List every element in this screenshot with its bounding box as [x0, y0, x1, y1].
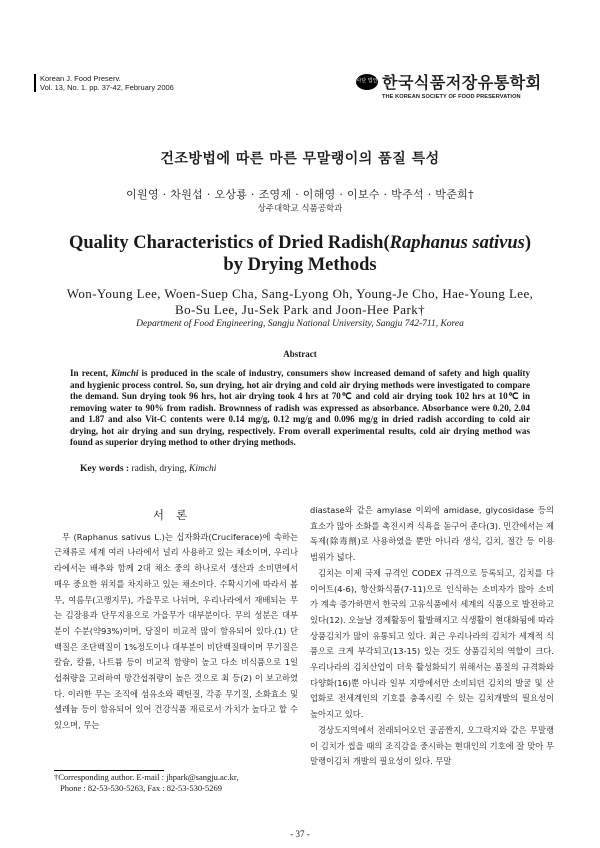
page-number: - 37 -: [290, 829, 310, 839]
society-emblem-icon: 사단 법인: [356, 74, 378, 90]
society-name-korean: 한국식품저장유통학회: [382, 73, 542, 92]
scientific-name: Raphanus sativus: [389, 233, 525, 253]
footnote-divider: [54, 770, 164, 771]
society-logo-block: [356, 70, 566, 100]
journal-volume: Vol. 13, No. 1. pp. 37-42, February 2006: [40, 83, 174, 92]
body-paragraph: 김치는 이제 국제 규격인 CODEX 규격으로 등록되고, 김치를 다이어트(4-6), 항산화식품(7-11)으로 인식하는 소비자가 많아 소비가 계속 증가하면서 한국의 고유식품에서 세계의 식품으로 발전하고 있다(12). 오늘날 경제활동이 활발해지고 식생활이 현대화됨에 따라 상품김치가 많이 유통되고 있다. 최근 우리나라의 김치가 세계적 식품으로 크게 부각되고(13-15) 있는 것도 상품김치의 역할이 크다. 우리나라의 김치산업이 더욱 활성화되기 위해서는 품질의 규격화와 다양화(16)뿐 아니라 일부 지방에서만 소비되던 김치의 발굴 및 산업화로 전세계인의 기호를 충족시킬 수 있는 김치개발의 필요성이 높아지고 있다.: [310, 567, 554, 720]
journal-name: Korean J. Food Preserv.: [40, 74, 121, 83]
corresponding-author-footnote: †Corresponding author. E-mail : jhpark@sangju.ac.kr, Phone : 82-53-530-5263, Fax : 82-53-530-5269: [54, 772, 239, 793]
body-column-right: [310, 503, 554, 770]
society-name-english: THE KOREAN SOCIETY OF FOOD PRESERVATION: [382, 94, 521, 100]
english-affiliation: Department of Food Engineering, Sangju National University, Sangju 742-711, Korea: [136, 319, 464, 329]
body-paragraph: diastase와 같은 amylase 이외에 amidase, glycosidase 등의 효소가 많아 소화를 촉진시켜 식욕을 돋구어 준다(3). 민간에서는 제독제(除毒劑)로 사용하였을 뿐만 아니라 생식, 김치, 절간 등 이용 범위가 넓다.: [310, 505, 554, 563]
journal-citation: [34, 74, 174, 92]
english-title: Quality Characteristics of Dried Radish(Raphanus sativus) by Drying Methods: [68, 233, 532, 275]
body-column-left: [54, 508, 298, 734]
korean-affiliation: 상주대학교 식품공학과: [257, 204, 343, 214]
body-paragraph: 경상도지역에서 전래되어오던 골곰짠지, 오그락지와 같은 무말랭이 김치가 씹을 때의 조직감을 중시하는 현대인의 기호에 잘 맞아 무말랭이김치 개발의 필요성이 있다. 무말: [310, 724, 554, 767]
section-heading-introduction: 서론: [152, 508, 200, 522]
keywords: Key words : radish, drying, Kimchi: [80, 464, 217, 474]
body-paragraph: 무 (Raphanus sativus L.)는 십자화과(Cruciferace)에 속하는 근채류로 세계 여러 나라에서 널리 사용하고 있는 채소이며, 우리나라에서는 배추와 함께 2대 채소 중의 하나로서 생산과 소비면에서 매우 중요한 위치를 차지하고 있는 채소이다. 수확시기에 따라서 봄무, 여름무(고랭지무), 가을무로 나뉘며, 우리나라에서 재배되는 무는 김장용과 단무지용으로 가을무가 대부분이다. 무의 성분은 대부분이 수분(약93%)이며, 당질이 비교적 많이 함유되어 있다.(1) 단백질은 조단백질이 1%정도이나 대부분이 비단백질태이며 무기질은 칼슘, 칼륨, 나트륨 등이 비교적 함량이 높고 다소 비식품으로 1일 섭취량을 고려하여 망간섭취량이 높은 것으로 최 등(2) 이 보고하였다. 이러한 무는 조직에 섬유소와 펙틴질, 각종 무기질, 소화효소 및 셀레늄 등이 함유되어 있어 건강식품 재료로서 가치가 높다고 할 수 있으며, 무는: [54, 531, 298, 731]
english-authors: Won-Young Lee, Woen-Suep Cha, Sang-Lyong Oh, Young-Je Cho, Hae-Young Lee, Bo-Su Lee, Ju-Sek Park and Joon-Hee Park†: [66, 286, 534, 317]
abstract-heading: Abstract: [283, 349, 317, 359]
korean-title: 건조방법에 따른 마른 무말랭이의 품질 특성: [160, 151, 440, 167]
abstract-body: In recent, Kimchi is produced in the scale of industry, consumers show increased demand of safety and high quality and hygienic process control. So, sun drying, hot air drying and cold air drying methods were investigated to compare the demand. Sun drying took 96 hrs, hot air drying took 4 hrs at 70℃ and cold air drying took 102 hrs at 10℃ in removing water to 90% from radish. Brownness of radish was expressed as absorbance. Absorbance were 0.20, 2.04 and 1.87 and also Vit-C contents were 0.14 mg/g, 0.12 mg/g and 0.096 mg/g in dried radish according to cold air drying, hot air drying and sun drying, respectively. From overall experimental results, cold air drying method was found as superior drying method to other drying methods.: [70, 368, 530, 447]
korean-authors: 이원영 · 차원섭 · 오상룡 · 조영제 · 이해영 · 이보수 · 박주석 · 박준희†: [126, 188, 474, 201]
